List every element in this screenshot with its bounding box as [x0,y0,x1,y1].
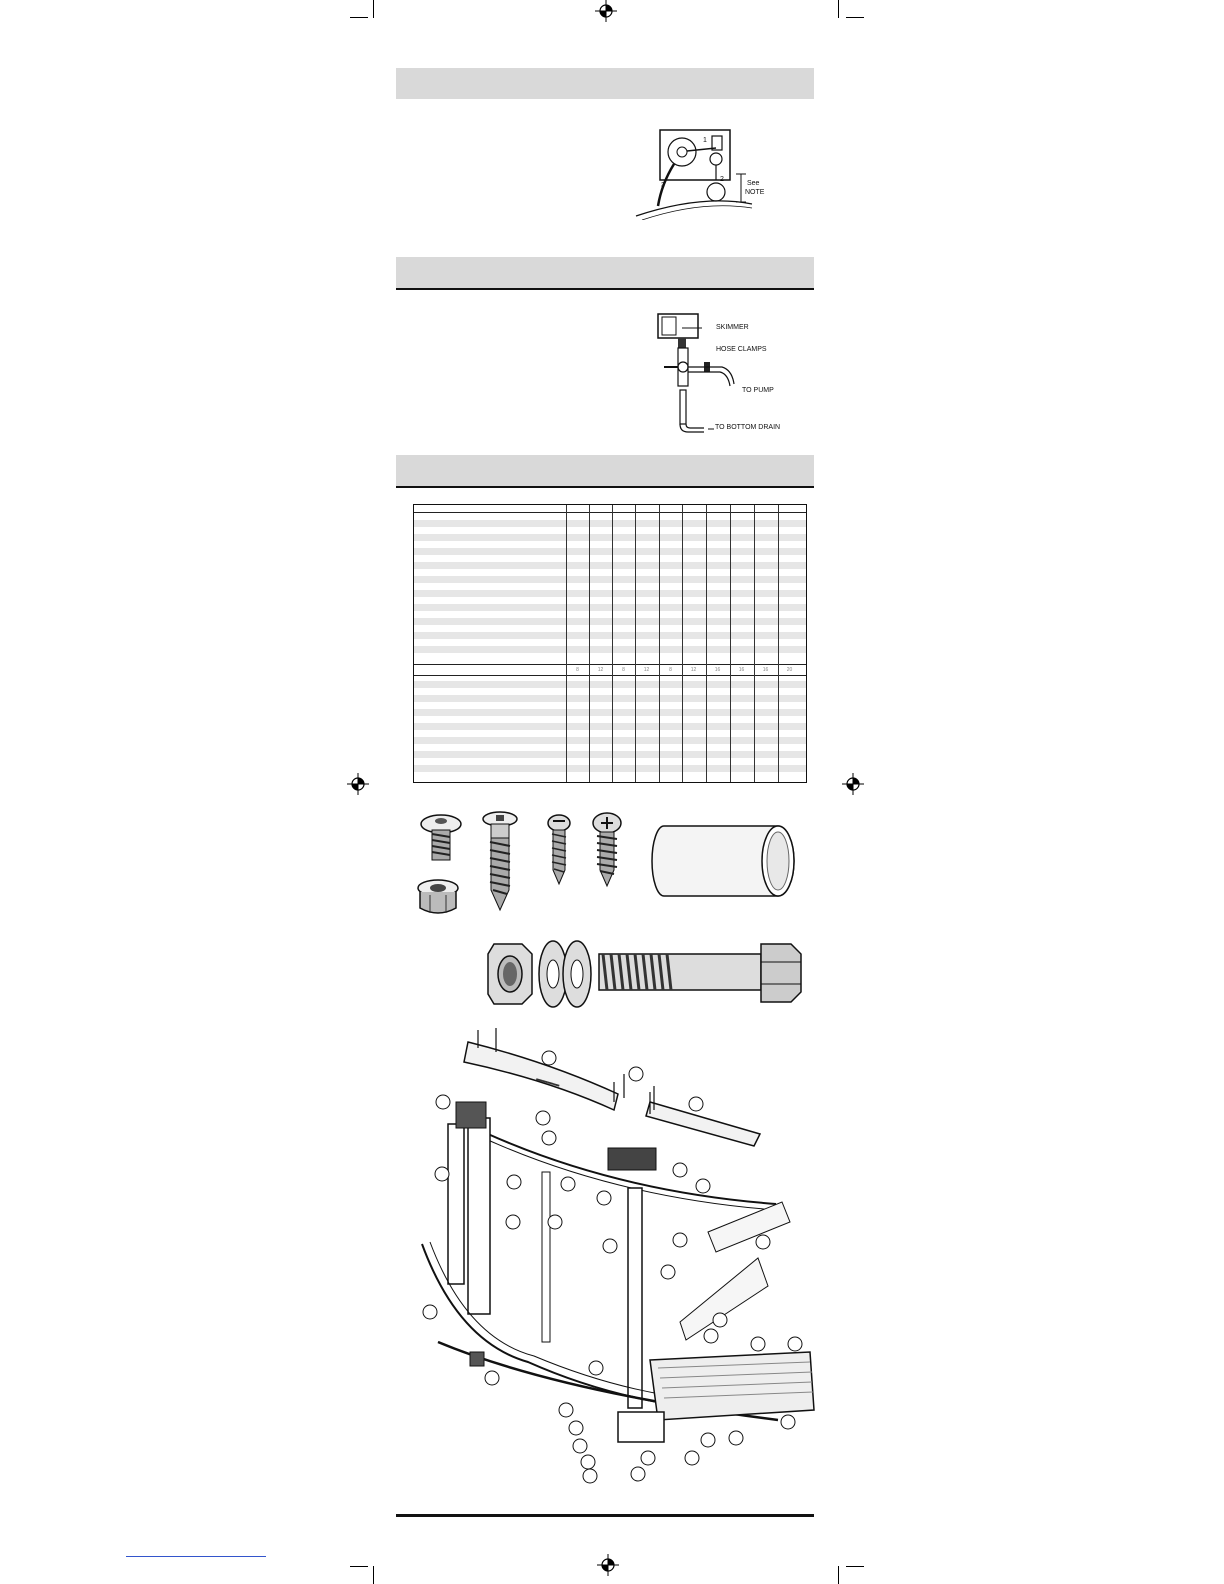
table-row [414,562,806,569]
valve-diagram [632,124,782,220]
table-qty-cell: 16 [762,667,769,673]
phillips-screw-icon [591,812,623,888]
rail-brand-text: ▬▬▬▬ [535,1076,561,1089]
table-mid-rule [414,664,806,665]
table-col-line [566,505,567,782]
hex-nut-icon [486,940,536,1008]
table-qty-cell: 8 [622,667,625,673]
table-row [414,765,806,772]
valve-label-note: NOTE [745,189,765,196]
table-row [414,576,806,583]
table-row [414,646,806,653]
section-rule-3 [396,486,814,488]
hose-clamps-label: HOSE CLAMPS [716,346,767,353]
table-mid-rule-2 [414,675,806,676]
crop-mark-bottom-right-h [846,1566,864,1567]
valve-label-3: 3 [661,182,665,189]
pan-head-screw-icon [546,814,572,886]
table-row [414,709,806,716]
lag-screw-icon [481,810,519,912]
table-col-line [778,505,779,782]
crop-mark-bottom-left [373,1566,374,1584]
registration-mark-bottom-icon [597,1554,619,1576]
table-row [414,604,806,611]
truss-head-screw-icon [418,812,464,864]
table-qty-cell: 8 [669,667,672,673]
registration-mark-top-icon [595,0,617,22]
registration-mark-right-icon [842,773,864,795]
footer-link-underline[interactable] [126,1556,266,1557]
table-row [414,520,806,527]
table-row [414,723,806,730]
table-qty-cell: 16 [738,667,745,673]
table-qty-cell: 12 [690,667,697,673]
table-col-line [754,505,755,782]
table-col-line [659,505,660,782]
valve-label-1: 1 [703,137,707,144]
exploded-pool-wall-diagram [418,1022,818,1488]
table-qty-cell: 12 [597,667,604,673]
table-row [414,751,806,758]
section-header-band-3 [396,455,814,486]
page-bottom-rule [396,1514,814,1517]
crop-mark-bottom-right [838,1566,839,1584]
flange-nut-icon [414,878,462,920]
table-qty-cell: 12 [643,667,650,673]
table-row [414,590,806,597]
table-col-line [682,505,683,782]
table-row [414,681,806,688]
table-qty-cell: 16 [714,667,721,673]
hex-bolt-icon [597,940,803,1006]
table-row [414,737,806,744]
table-row [414,618,806,625]
crop-mark-top-right [838,0,839,18]
table-col-line [589,505,590,782]
table-row [414,534,806,541]
sleeve-icon [650,824,800,898]
section-header-band-1 [396,68,814,99]
table-col-line [706,505,707,782]
section-header-band-2 [396,257,814,288]
crop-mark-top-left-h [350,17,368,18]
crop-mark-top-left [373,0,374,18]
valve-label-2: 2 [720,176,724,183]
parts-table [413,504,807,783]
section-rule-2 [396,288,814,290]
washer-icon [537,938,597,1010]
table-row [414,695,806,702]
crop-mark-bottom-left-h [350,1566,368,1567]
crop-mark-top-right-h [846,17,864,18]
table-header-rule [414,512,806,513]
to-bottom-drain-label: TO BOTTOM DRAIN [715,424,781,431]
skimmer-label: SKIMMER [716,324,749,331]
to-pump-label: TO PUMP [742,387,774,394]
table-row [414,632,806,639]
table-col-line [635,505,636,782]
table-qty-cell: 8 [576,667,579,673]
table-qty-cell: 20 [786,667,793,673]
table-col-line [730,505,731,782]
registration-mark-left-icon [347,773,369,795]
valve-label-see: See [747,180,760,187]
table-col-line [612,505,613,782]
table-row [414,548,806,555]
